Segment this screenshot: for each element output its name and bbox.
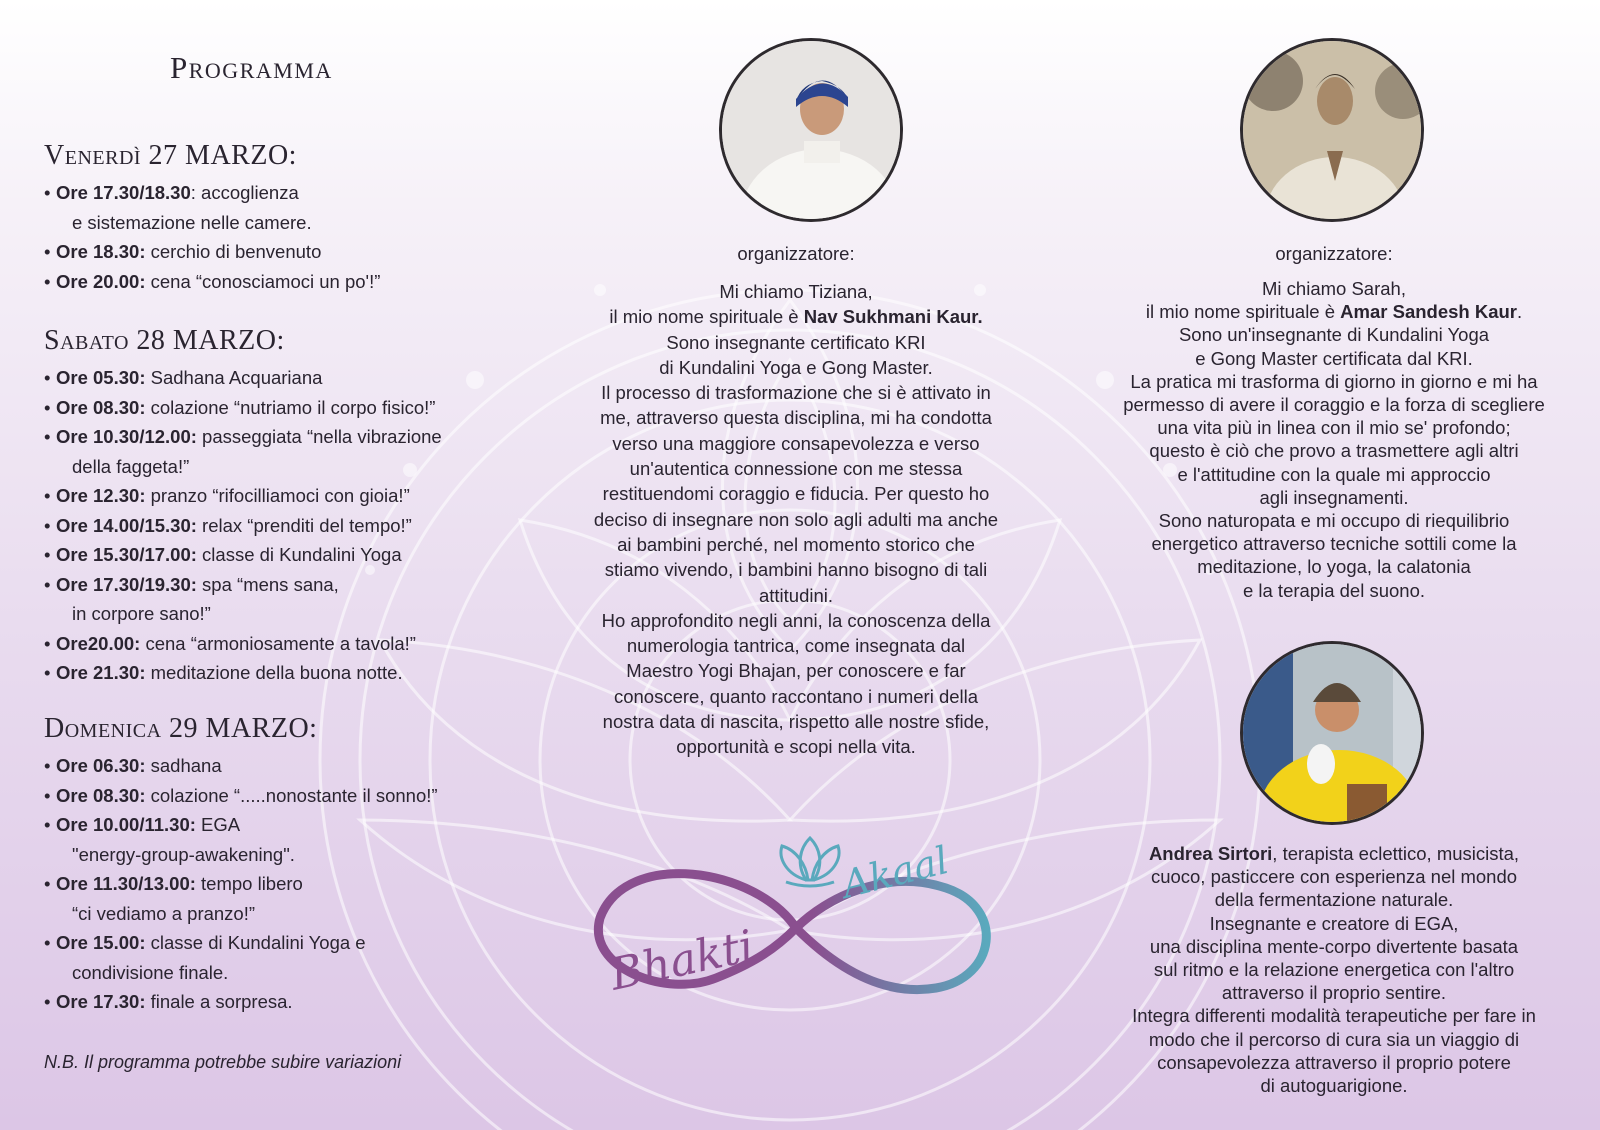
- list-item: • Ore 18.30: cerchio di benvenuto: [44, 237, 380, 267]
- list-item: • Ore 15.00: classe di Kundalini Yoga e condivisione finale.: [44, 928, 438, 987]
- list-item: • Ore 08.30: colazione “nutriamo il corpo fisico!”: [44, 393, 442, 423]
- sarah-text: Mi chiamo Sarah, il mio nome spirituale è Amar Sandesh Kaur. Sono un'insegnante di Kundalini Yoga e Gong Master certificata dal KRI. La pratica mi trasforma di giorno in giorno e mi ha permesso di avere il coraggio e la forza di scegliere una vita più in linea con il mio se' profondo; questo è ciò che provo a trasmettere agli altri e l'attitudine con la quale mi approccio agli insegnamenti. Sono naturopata e mi occupo di riequilibrio energetico attraverso tecniche sottili come la meditazione, lo yoga, la calatonia e la terapia del suono.: [1123, 278, 1545, 601]
- list-item: • Ore 10.30/12.00: passeggiata “nella vibrazione della faggeta!”: [44, 422, 442, 481]
- program-note: N.B. Il programma potrebbe subire variazioni: [44, 1052, 402, 1072]
- spiritual-name: Amar Sandesh Kaur: [1340, 301, 1518, 323]
- avatar-sarah: [1240, 38, 1424, 222]
- andrea-name: Andrea Sirtori: [1148, 843, 1273, 864]
- list-item: • Ore 05.30: Sadhana Acquariana: [44, 363, 442, 393]
- avatar-tiziana: [719, 38, 903, 222]
- sarah-bio: [1098, 243, 1570, 602]
- list-item: • Ore 14.00/15.30: relax “prenditi del tempo!”: [44, 511, 442, 541]
- organizer-label: organizzatore:: [1275, 243, 1393, 264]
- lotus-icon: [781, 838, 839, 886]
- day-title: Venerdì 27 MARZO:: [44, 140, 297, 171]
- list-item: • Ore20.00: cena “armoniosamente a tavola!”: [44, 629, 442, 659]
- day-saturday: [44, 325, 442, 688]
- logo-word-bhakti: Bhakti: [605, 920, 759, 1001]
- list-item: • Ore 21.30: meditazione della buona notte.: [44, 658, 442, 688]
- logo-word-akaal: Akaal: [837, 837, 953, 907]
- list-item: • Ore 17.30/19.30: spa “mens sana, in corpore sano!”: [44, 570, 442, 629]
- list-item: • Ore 17.30: finale a sorpresa.: [44, 987, 438, 1017]
- tiziana-text: Mi chiamo Tiziana, il mio nome spirituale è Nav Sukhmani Kaur. Sono insegnante certificato KRI di Kundalini Yoga e Gong Master. Il processo di trasformazione che si è attivato in me, attraverso questa disciplina, mi ha condotta verso una maggiore consapevolezza e verso un'autentica connessione con me stessa restituendomi coraggio e fiducia. Per questo ho deciso di insegnare non solo agli adulti ma anche ai bambini perché, nel momento storico che stiamo vivendo, i bambini hanno bisogno di tali attitudini. Ho approfondito negli anni, la conoscenza della numerologia tantrica, come insegnata dal Maestro Yogi Bhajan, per conoscere e far conoscere, quanto raccontano i numeri della nostra data di nascita, rispetto alle nostre sfide, opportunità e scopi nella vita.: [593, 281, 999, 758]
- program-title: Programma: [170, 50, 333, 85]
- andrea-text: Andrea Sirtori, terapista eclettico, musicista, cuoco, pasticcere con esperienza nel mondo della fermentazione naturale. Insegnante e creatore di EGA, una disciplina mente-corpo divertente basata sul ritmo e la relazione energetica con l'altro attraverso il proprio sentire. Integra differenti modalità terapeutiche per fare in modo che il percorso di cura sia un viaggio di consapevolezza attraverso il proprio potere di autoguarigione.: [1132, 843, 1536, 1097]
- program-column: [44, 50, 544, 1072]
- list-item: • Ore 06.30: sadhana: [44, 751, 438, 781]
- avatar-andrea: [1240, 641, 1424, 825]
- list-item: • Ore 17.30/18.30: accoglienza e sistemazione nelle camere.: [44, 178, 380, 237]
- list-item: • Ore 15.30/17.00: classe di Kundalini Yoga: [44, 540, 442, 570]
- day-sunday: [44, 713, 438, 1017]
- list-item: • Ore 12.30: pranzo “rifocilliamoci con gioia!”: [44, 481, 442, 511]
- list-item: • Ore 11.30/13.00: tempo libero “ci vediamo a pranzo!”: [44, 869, 438, 928]
- list-item: • Ore 20.00: cena “conosciamoci un po'!”: [44, 267, 380, 297]
- day-friday: [44, 140, 380, 296]
- spiritual-name: Nav Sukhmani Kaur.: [803, 306, 983, 328]
- day-title: Domenica 29 MARZO:: [44, 713, 318, 744]
- list-item: • Ore 10.00/11.30: EGA "energy-group-awakening".: [44, 810, 438, 869]
- bhakti-akaal-logo: [586, 828, 1006, 1018]
- list-item: • Ore 08.30: colazione “.....nonostante il sonno!”: [44, 781, 438, 811]
- day-title: Sabato 28 MARZO:: [44, 325, 285, 356]
- organizer-label: organizzatore:: [737, 243, 855, 264]
- tiziana-bio: [566, 243, 1026, 760]
- andrea-bio: [1098, 842, 1570, 1097]
